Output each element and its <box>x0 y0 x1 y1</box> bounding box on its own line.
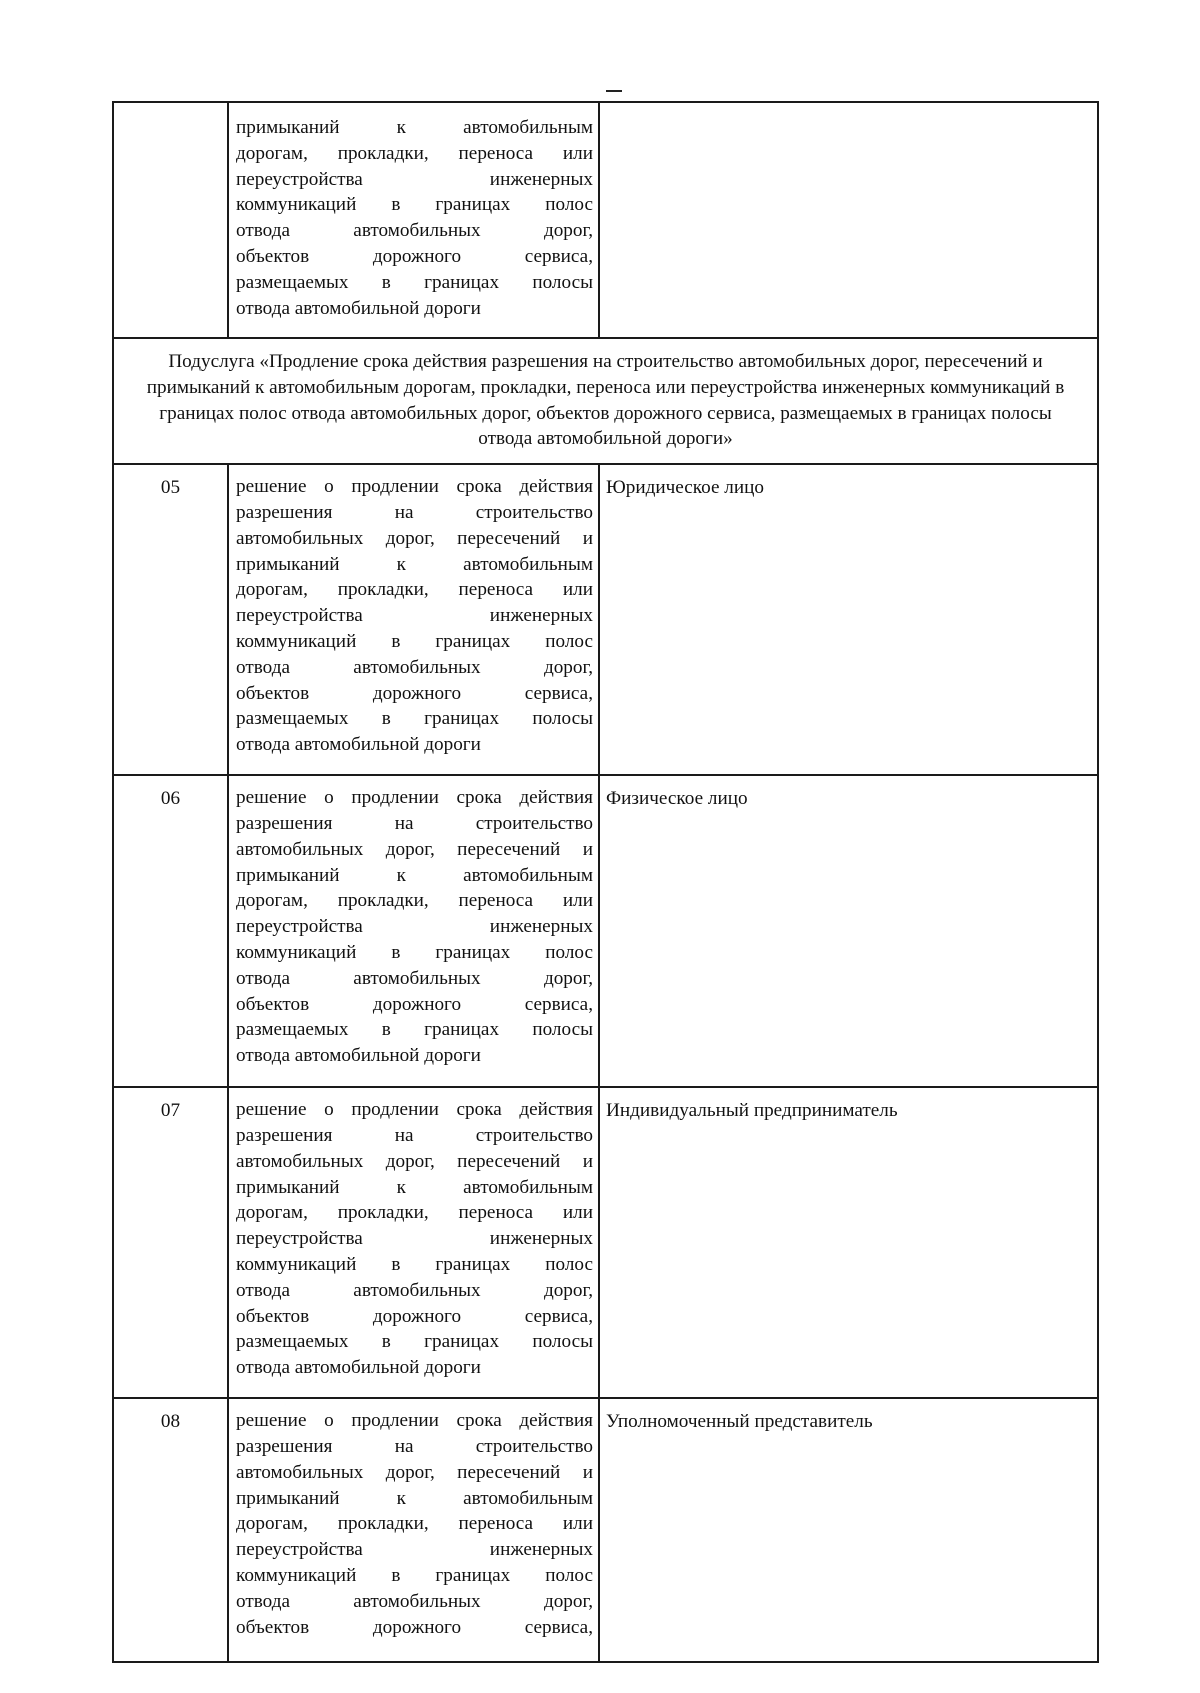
subservice-title: Подуслуга «Продление срока действия разрешения на строительство автомобильных дорог, пересечений и примыканий к автомобильным дорогам, прокладки, переноса или переустройства инженерных коммуникаций в границах полос отвода автомобильных дорог, объектов дорожного сервиса, размещаемых в границах полосы отвода автомобильной дороги» <box>113 338 1098 464</box>
result-description <box>228 464 599 775</box>
description-line: переустройства инженерных <box>236 1228 593 1250</box>
description-line: коммуникаций в границах полос <box>236 1564 593 1586</box>
table-row <box>113 1087 1098 1398</box>
description-line: примыканий к автомобильным <box>236 1487 593 1509</box>
applicant-category: Физическое лицо <box>599 775 1098 1087</box>
applicant-category: Индивидуальный предприниматель <box>599 1087 1098 1398</box>
description-line: отвода автомобильной дороги <box>236 734 481 756</box>
description-line: переустройства инженерных <box>236 168 593 190</box>
description-line: дорогам, прокладки, переноса или <box>236 579 593 601</box>
description-line: дорогам, прокладки, переноса или <box>236 1202 593 1224</box>
description-line: объектов дорожного сервиса, <box>236 1305 593 1327</box>
description-line: коммуникаций в границах полос <box>236 630 593 652</box>
description-line: разрешения на строительство <box>236 1435 593 1457</box>
description-line: объектов дорожного сервиса, <box>236 245 593 267</box>
description-line: отвода автомобильной дороги <box>236 297 481 319</box>
description-line: решение о продлении срока действия <box>236 1099 593 1121</box>
table-row <box>113 464 1098 775</box>
description-line: автомобильных дорог, пересечений и <box>236 527 593 549</box>
description-line: коммуникаций в границах полос <box>236 941 593 963</box>
description-line: примыканий к автомобильным <box>236 553 593 575</box>
result-description <box>228 1398 599 1662</box>
row-number: 06 <box>113 775 228 1087</box>
description-line: отвода автомобильных дорог, <box>236 1279 593 1301</box>
description-line: объектов дорожного сервиса, <box>236 1616 593 1638</box>
description-line: автомобильных дорог, пересечений и <box>236 1150 593 1172</box>
description-line: переустройства инженерных <box>236 916 593 938</box>
document-table <box>112 101 1099 1663</box>
description-line: коммуникаций в границах полос <box>236 1253 593 1275</box>
row-number <box>113 102 228 338</box>
description-line: решение о продлении срока действия <box>236 787 593 809</box>
table-row <box>113 1398 1098 1662</box>
section-header-row <box>113 338 1098 464</box>
description-line: разрешения на строительство <box>236 812 593 834</box>
description-line: размещаемых в границах полосы <box>236 1331 593 1353</box>
description-line: разрешения на строительство <box>236 501 593 523</box>
description-line: дорогам, прокладки, переноса или <box>236 1513 593 1535</box>
description-line: отвода автомобильных дорог, <box>236 220 593 242</box>
result-description <box>228 102 599 338</box>
description-line: дорогам, прокладки, переноса или <box>236 142 593 164</box>
description-line: отвода автомобильной дороги <box>236 1045 481 1067</box>
description-line: примыканий к автомобильным <box>236 117 593 138</box>
description-line: разрешения на строительство <box>236 1124 593 1146</box>
description-line: объектов дорожного сервиса, <box>236 682 593 704</box>
description-line: размещаемых в границах полосы <box>236 271 593 293</box>
applicant-category: Юридическое лицо <box>599 464 1098 775</box>
description-line: решение о продлении срока действия <box>236 476 593 498</box>
table-row <box>113 102 1098 338</box>
page-number-mark <box>606 90 622 92</box>
result-description <box>228 1087 599 1398</box>
description-line: переустройства инженерных <box>236 605 593 627</box>
description-line: автомобильных дорог, пересечений и <box>236 1461 593 1483</box>
result-description <box>228 775 599 1087</box>
description-line: дорогам, прокладки, переноса или <box>236 890 593 912</box>
description-line: отвода автомобильных дорог, <box>236 967 593 989</box>
row-number: 05 <box>113 464 228 775</box>
row-number: 07 <box>113 1087 228 1398</box>
description-line: решение о продлении срока действия <box>236 1410 593 1432</box>
description-line: отвода автомобильных дорог, <box>236 656 593 678</box>
description-line: размещаемых в границах полосы <box>236 1019 593 1041</box>
applicant-category <box>599 102 1098 338</box>
table-row <box>113 775 1098 1087</box>
row-number: 08 <box>113 1398 228 1662</box>
description-line: размещаемых в границах полосы <box>236 708 593 730</box>
description-line: автомобильных дорог, пересечений и <box>236 838 593 860</box>
description-line: коммуникаций в границах полос <box>236 194 593 216</box>
description-line: отвода автомобильной дороги <box>236 1357 481 1379</box>
description-line: отвода автомобильных дорог, <box>236 1590 593 1612</box>
description-line: объектов дорожного сервиса, <box>236 993 593 1015</box>
description-line: переустройства инженерных <box>236 1539 593 1561</box>
description-line: примыканий к автомобильным <box>236 1176 593 1198</box>
description-line: примыканий к автомобильным <box>236 864 593 886</box>
applicant-category: Уполномоченный представитель <box>599 1398 1098 1662</box>
